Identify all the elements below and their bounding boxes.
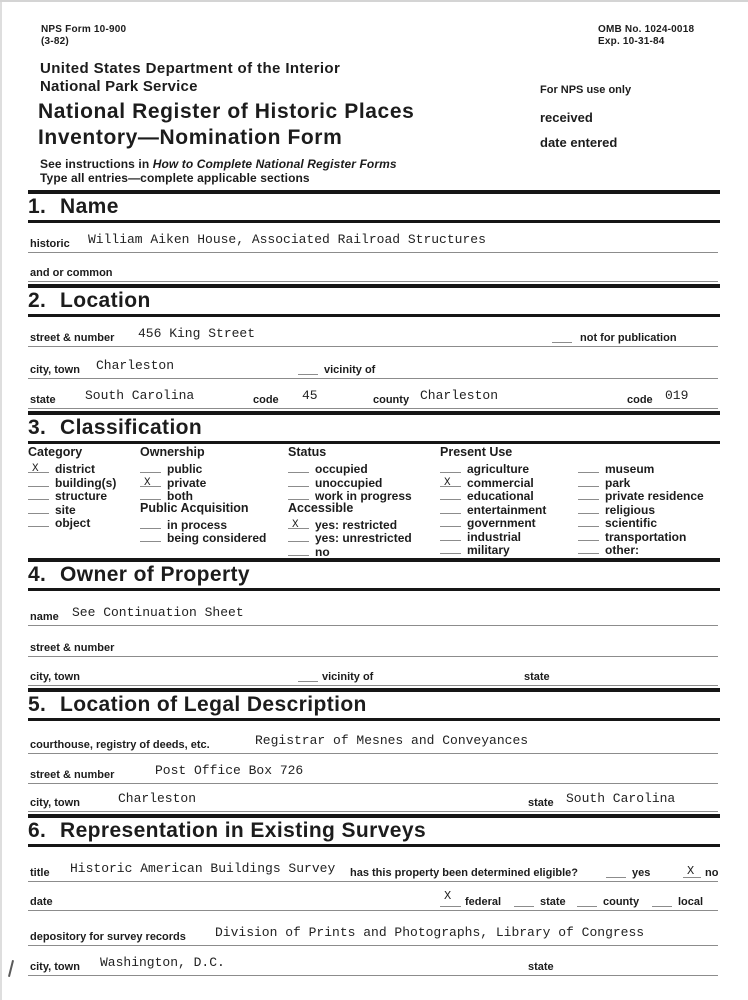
owner-city-label: city, town <box>30 671 80 683</box>
agency-name: National Park Service <box>40 78 198 95</box>
checkbox-park <box>578 474 704 488</box>
checkbox-district <box>28 460 116 474</box>
checkbox-label: museum <box>605 462 655 476</box>
checkbox-line <box>140 531 161 542</box>
checkbox-site <box>28 501 116 515</box>
checkbox-other <box>578 541 704 555</box>
checkbox-line <box>440 462 461 473</box>
county-line <box>577 906 597 907</box>
checkbox-both <box>140 487 266 501</box>
omb-line1: OMB No. 1024-0018 <box>598 24 695 35</box>
checkbox-scientific <box>578 514 704 528</box>
checkbox-line <box>28 462 49 473</box>
vicinity-line <box>298 374 318 375</box>
owner-street-row <box>28 629 718 657</box>
checkbox-label: occupied <box>315 462 368 476</box>
checkbox-label: entertainment <box>467 502 547 517</box>
checkbox-line <box>28 476 49 487</box>
status-header: Status <box>288 445 327 459</box>
checkbox-label: unoccupied <box>315 475 383 490</box>
instructions-line2: Type all entries—complete applicable sections <box>40 171 310 185</box>
section-1-title: Name <box>60 195 119 218</box>
checkbox-private <box>140 474 266 488</box>
checkbox-label: work in progress <box>315 489 412 503</box>
city-town-value: Charleston <box>96 358 175 373</box>
section-1-header <box>28 190 720 223</box>
common-name-row <box>28 259 718 282</box>
checkbox-religious <box>578 501 704 515</box>
no-line <box>683 864 701 878</box>
survey-state2-label: state <box>528 961 554 973</box>
owner-name-value: See Continuation Sheet <box>72 605 244 620</box>
checkbox-label: park <box>605 475 631 490</box>
checkbox-line <box>578 530 599 541</box>
category-column <box>28 445 116 528</box>
checkbox-line <box>28 503 49 514</box>
legal-street-row <box>28 757 718 784</box>
checkbox-museum <box>578 460 704 474</box>
date-entered-label: date entered <box>540 135 618 150</box>
historic-name-row <box>28 226 718 253</box>
street-number-row <box>28 320 718 347</box>
status-column <box>288 445 412 559</box>
checkbox-label: government <box>467 516 536 530</box>
legal-city-value: Charleston <box>118 791 197 806</box>
courthouse-row <box>28 727 718 754</box>
checkbox-label: private <box>167 475 207 490</box>
section-5-number: 5. <box>28 693 47 716</box>
checkbox-line <box>578 489 599 500</box>
ownership-column <box>140 445 266 543</box>
section-2-number: 2. <box>28 289 47 312</box>
section-6-title: Representation in Existing Surveys <box>60 819 427 842</box>
form-title-line1: National Register of Historic Places <box>38 100 415 123</box>
depository-label: depository for survey records <box>30 931 186 943</box>
checkbox-line <box>440 516 461 527</box>
department-title: United States Department of the Interior <box>40 60 341 77</box>
instructions-line1 <box>40 157 397 171</box>
owner-street-label: street & number <box>30 642 115 654</box>
checkbox-being-considered <box>140 529 266 543</box>
common-name-label: and or common <box>30 267 113 279</box>
checkbox-label: site <box>55 502 76 517</box>
survey-date-label: date <box>30 896 53 908</box>
checkbox-industrial <box>440 528 546 542</box>
section-3-title: Classification <box>60 416 203 439</box>
public-acquisition-header: Public Acquisition <box>140 500 249 515</box>
yes-label: yes <box>632 867 651 879</box>
present-use-column-2 <box>578 460 704 555</box>
omb-line2: Exp. 10-31-84 <box>598 36 665 47</box>
checkbox-structure <box>28 487 116 501</box>
checkbox-line <box>288 489 309 500</box>
instructions-prefix: See instructions in <box>40 157 153 171</box>
state-label: state <box>30 394 56 406</box>
city-town-row <box>28 352 718 379</box>
checkbox-mark: X <box>32 463 39 475</box>
survey-date-row <box>28 885 718 911</box>
checkbox-label: transportation <box>605 529 687 544</box>
not-for-publication-line <box>552 342 572 343</box>
checkbox-line <box>440 476 461 487</box>
survey-title-label: title <box>30 867 50 879</box>
checkbox-label: scientific <box>605 516 658 530</box>
survey-state-label: state <box>540 896 566 908</box>
checkbox-label: yes: unrestricted <box>315 531 412 545</box>
received-label: received <box>540 110 593 125</box>
checkbox-label: private residence <box>605 489 704 503</box>
omb-number <box>598 24 694 48</box>
checkbox-line <box>288 462 309 473</box>
section-4-header <box>28 558 720 591</box>
checkbox-line <box>578 462 599 473</box>
checkbox-line <box>140 462 161 473</box>
checkbox-label: district <box>55 462 96 476</box>
county-label: county <box>373 394 410 406</box>
ownership-header: Ownership <box>140 445 205 459</box>
checkbox-line <box>140 489 161 500</box>
checkbox-line <box>288 518 309 529</box>
checkbox-label: in process <box>167 517 228 532</box>
checkbox-yes-restricted <box>288 516 412 530</box>
checkbox-line <box>28 489 49 500</box>
depository-row <box>28 917 718 946</box>
checkbox-commercial <box>440 474 546 488</box>
owner-name-label: name <box>30 611 59 623</box>
federal-label: federal <box>465 896 502 908</box>
category-header: Category <box>28 445 83 459</box>
state-code-value: 45 <box>302 388 318 403</box>
checkbox-label: being considered <box>167 531 267 545</box>
state-line <box>514 906 534 907</box>
checkbox-yes-unrestricted <box>288 529 412 543</box>
yes-line <box>606 877 626 878</box>
checkbox-line <box>440 489 461 500</box>
local-line <box>652 906 672 907</box>
vicinity-label: vicinity of <box>324 364 376 376</box>
checkbox-military <box>440 541 546 555</box>
no-label: no <box>705 867 719 879</box>
section-3-header <box>28 411 720 444</box>
legal-state-value: South Carolina <box>566 791 676 806</box>
checkbox-line <box>578 476 599 487</box>
form-number-line1: NPS Form 10-900 <box>41 24 127 35</box>
nps-use-only-label: For NPS use only <box>540 84 632 96</box>
checkbox-line <box>288 545 309 556</box>
accessible-header: Accessible <box>288 500 354 515</box>
vicinity-line <box>298 681 318 682</box>
historic-value: William Aiken House, Associated Railroad Structures <box>88 232 486 247</box>
owner-state-label: state <box>524 671 550 683</box>
checkbox-label: other: <box>605 543 639 557</box>
state-value: South Carolina <box>85 388 195 403</box>
checkbox-object <box>28 514 116 528</box>
checkbox-mark: X <box>144 476 151 489</box>
checkbox-line <box>140 476 161 487</box>
checkbox-private-residence <box>578 487 704 501</box>
street-number-label: street & number <box>30 332 115 344</box>
checkbox-label: object <box>55 516 91 530</box>
checkbox-label: public <box>167 462 203 476</box>
checkbox-public <box>140 460 266 474</box>
checkbox-line <box>578 543 599 554</box>
checkbox-line <box>28 516 49 527</box>
legal-street-label: street & number <box>30 769 115 781</box>
checkbox-line <box>140 518 161 529</box>
checkbox-line <box>440 503 461 514</box>
section-4-number: 4. <box>28 563 47 586</box>
checkbox-transportation <box>578 528 704 542</box>
survey-county-label: county <box>603 896 640 908</box>
no-checkbox-mark: X <box>687 864 695 878</box>
not-for-publication-label: not for publication <box>580 332 677 344</box>
survey-city-label: city, town <box>30 961 80 973</box>
checkbox-label: industrial <box>467 529 522 544</box>
historic-label: historic <box>30 238 70 250</box>
section-5-header <box>28 688 720 721</box>
section-6-header <box>28 814 720 847</box>
checkbox-unoccupied <box>288 474 412 488</box>
checkbox-label: commercial <box>467 475 534 490</box>
owner-vicinity-label: vicinity of <box>322 671 374 683</box>
checkbox-mark: X <box>292 518 299 531</box>
survey-city-row <box>28 949 718 976</box>
legal-city-row <box>28 787 718 812</box>
checkbox-label: building(s) <box>55 475 117 490</box>
checkbox-no <box>288 543 412 557</box>
survey-city-value: Washington, D.C. <box>100 955 225 970</box>
section-1-number: 1. <box>28 195 47 218</box>
checkbox-line <box>440 543 461 554</box>
checkbox-line <box>578 503 599 514</box>
courthouse-value: Registrar of Mesnes and Conveyances <box>255 733 529 748</box>
county-code-value: 019 <box>665 388 689 403</box>
form-number-line2: (3-82) <box>41 36 69 47</box>
instructions-manual-title: How to Complete National Register Forms <box>152 157 397 171</box>
section-2-title: Location <box>60 289 151 312</box>
checkbox-line <box>440 530 461 541</box>
checkbox-government <box>440 514 546 528</box>
survey-title-value: Historic American Buildings Survey <box>70 861 336 876</box>
owner-name-row <box>28 598 718 626</box>
checkbox-mark: X <box>444 476 451 489</box>
checkbox-label: no <box>315 544 330 559</box>
county-value: Charleston <box>420 388 499 403</box>
form-title-line2: Inventory—Nomination Form <box>38 126 343 149</box>
form-number <box>41 24 126 48</box>
checkbox-agriculture <box>440 460 546 474</box>
code-label: code <box>253 394 279 406</box>
courthouse-label: courthouse, registry of deeds, etc. <box>30 739 210 751</box>
stray-pen-mark <box>8 960 14 977</box>
section-6-number: 6. <box>28 819 47 842</box>
checkbox-line <box>578 516 599 527</box>
checkbox-work-in-progress <box>288 487 412 501</box>
checkbox-label: agriculture <box>467 462 530 476</box>
code2-label: code <box>627 394 653 406</box>
legal-street-value: Post Office Box 726 <box>155 763 304 778</box>
section-2-header <box>28 284 720 317</box>
city-town-label: city, town <box>30 364 80 376</box>
checkbox-in-process <box>140 516 266 530</box>
street-number-value: 456 King Street <box>138 326 256 341</box>
checkbox-label: religious <box>605 502 656 517</box>
checkbox-occupied <box>288 460 412 474</box>
checkbox-buildings <box>28 474 116 488</box>
checkbox-label: military <box>467 543 510 557</box>
checkbox-label: both <box>167 489 193 503</box>
checkbox-label: educational <box>467 489 534 503</box>
federal-checkbox-mark: X <box>444 889 452 903</box>
survey-local-label: local <box>678 896 704 908</box>
checkbox-entertainment <box>440 501 546 515</box>
eligible-question-label: has this property been determined eligible? <box>350 867 578 879</box>
depository-value: Division of Prints and Photographs, Library of Congress <box>215 925 645 940</box>
checkbox-label: structure <box>55 489 108 503</box>
checkbox-label: yes: restricted <box>315 517 398 532</box>
present-use-header: Present Use <box>440 445 513 459</box>
legal-state-label: state <box>528 797 554 809</box>
checkbox-line <box>288 531 309 542</box>
section-3-number: 3. <box>28 416 47 439</box>
checkbox-line <box>288 476 309 487</box>
checkbox-educational <box>440 487 546 501</box>
survey-title-row <box>28 854 718 882</box>
legal-city-label: city, town <box>30 797 80 809</box>
owner-city-row <box>28 660 718 686</box>
section-5-title: Location of Legal Description <box>60 693 367 716</box>
section-4-title: Owner of Property <box>60 563 250 586</box>
present-use-column-1 <box>440 445 546 555</box>
state-county-row <box>28 382 718 409</box>
federal-line <box>440 889 461 907</box>
